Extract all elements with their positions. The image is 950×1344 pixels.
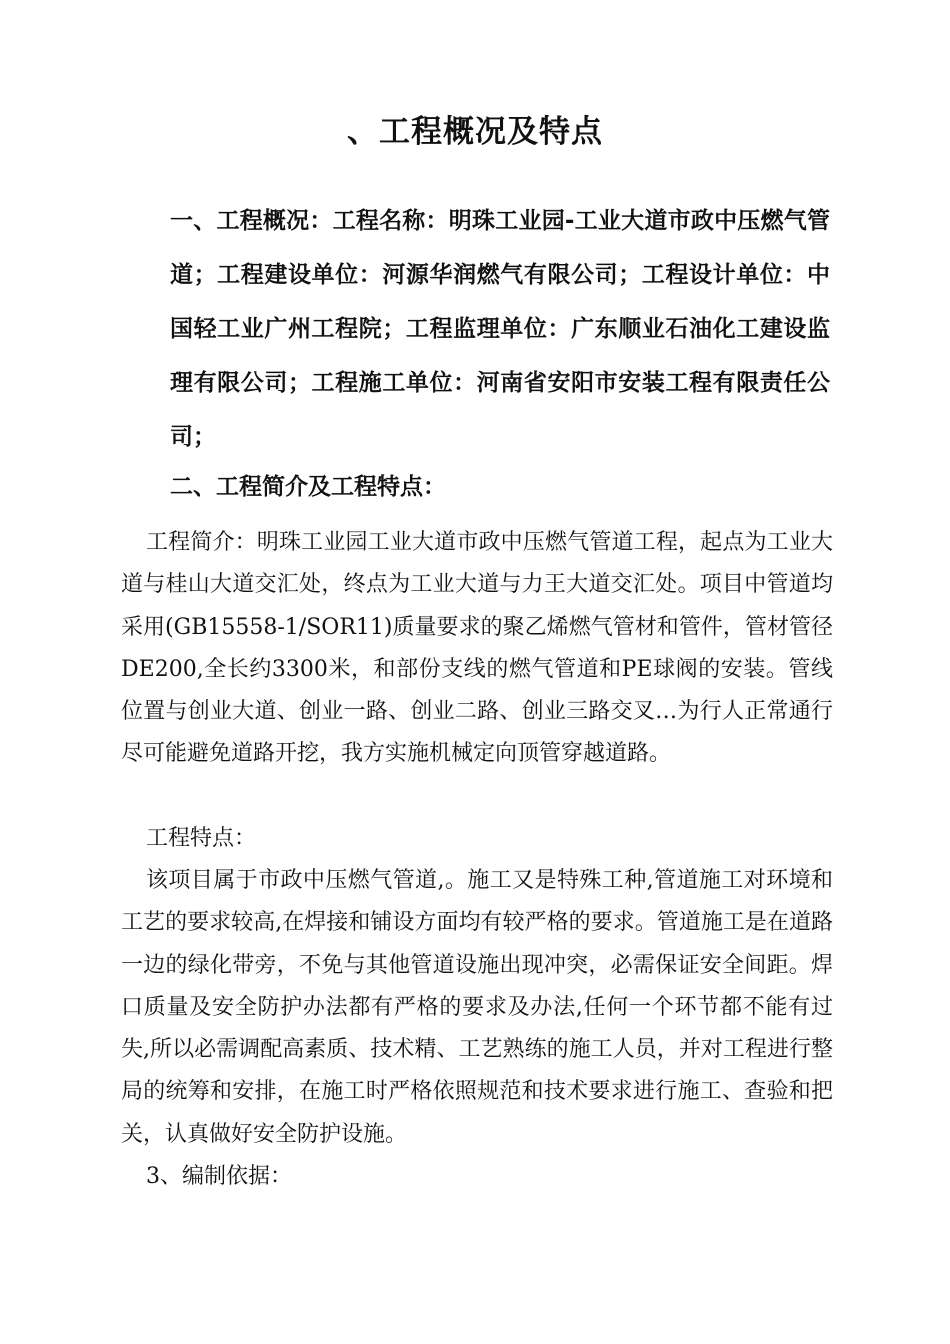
features-label: 工程特点： [146,826,257,851]
section-overview: 一、工程概况：工程名称：明珠工业园-工业大道市政中压燃气管道；工程建设单位：河源华润燃气有限公司；工程设计单位：中国轻工业广州工程院；工程监理单位：广东顺业石油化工建设监理有限公司；工程施工单位：河南省安阳市安装工程有限责任公司； [170,208,830,450]
section-intro-heading: 二、工程简介及工程特点： [170,474,446,500]
page-title: 、工程概况及特点 [347,114,603,150]
project-features-paragraph: 该项目属于市政中压燃气管道,。施工又是特殊工种,管道施工对环境和工艺的要求较高,在焊接和铺设方面均有较严格的要求。管道施工是在道路一边的绿化带旁，不免与其他管道设施出现冲突，必需保证安全间距。焊口质量及安全防护办法都有严格的要求及办法,任何一个环节都不能有过失,所以必需调配高素质、技术精、工艺熟练的施工人员，并对工程进行整局的统筹和安排，在施工时严格依照规范和技术要求进行施工、查验和把关，认真做好安全防护设施。 [121,868,833,1147]
project-intro-paragraph: 工程简介：明珠工业园工业大道市政中压燃气管道工程，起点为工业大道与桂山大道交汇处，终点为工业大道与力王大道交汇处。项目中管道均采用(GB15558-1/SOR11)质量要求的聚乙烯燃气管材和管件，管材管径DE200,全长约3300米，和部份支线的燃气管道和PE球阀的安装。管线位置与创业大道、创业一路、创业二路、创业三路交叉…为行人正常通行尽可能避免道路开挖，我方实施机械定向顶管穿越道路。 [121,530,833,767]
basis-heading: 3、编制依据： [146,1164,292,1189]
